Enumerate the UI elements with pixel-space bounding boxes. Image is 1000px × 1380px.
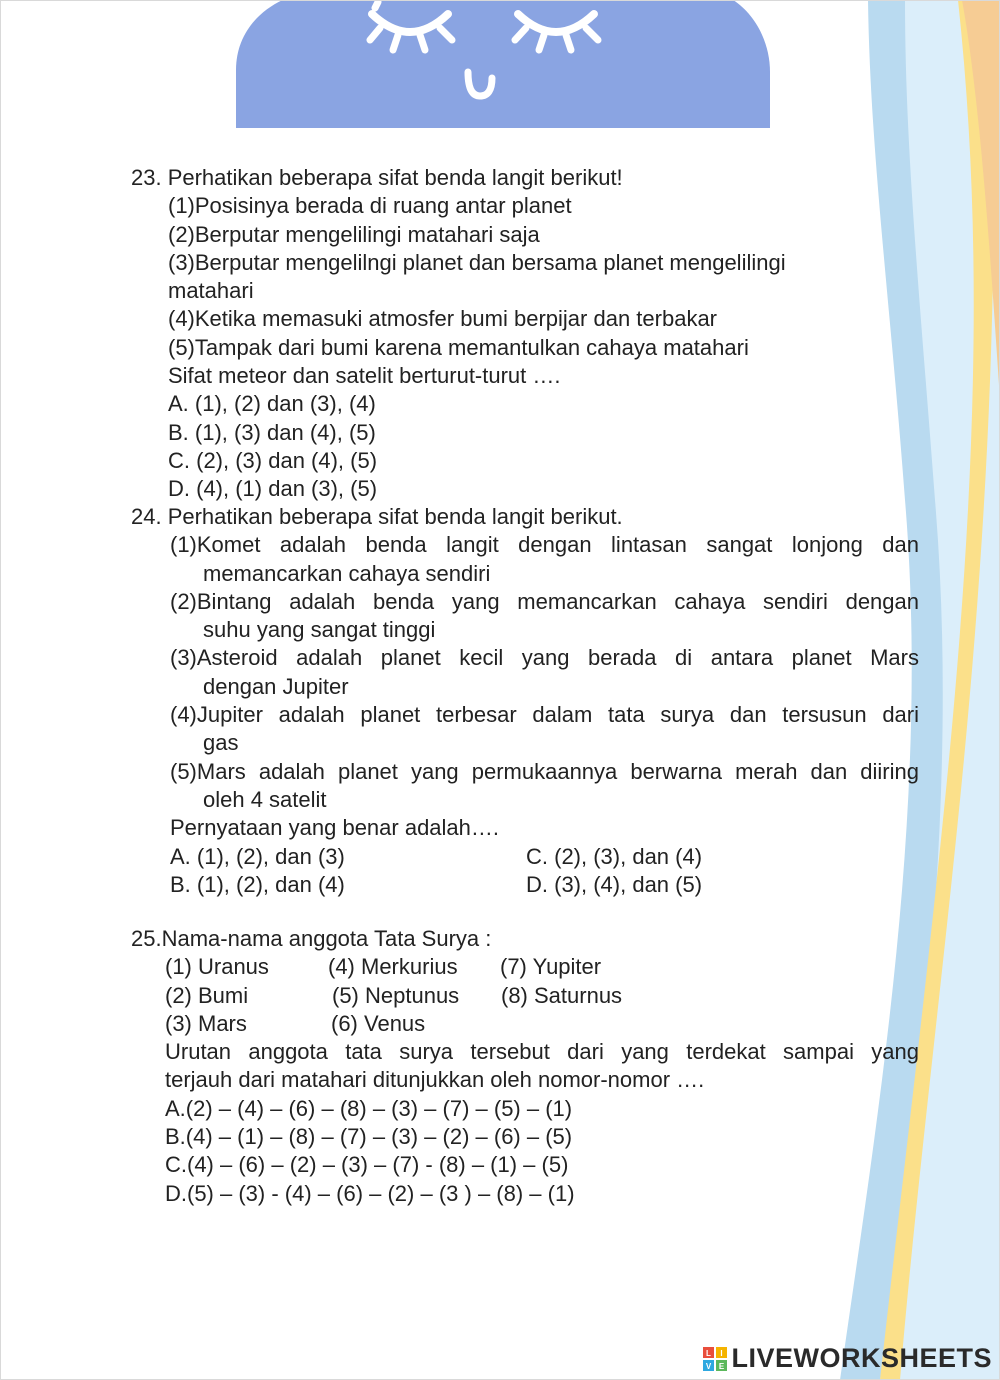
statement-item: (2)Bintang adalah benda yang memancarkan cahaya sendiri dengan <box>170 588 919 614</box>
answer-option-b[interactable]: B. (1), (2), dan (4) <box>170 871 345 897</box>
answer-option-c[interactable]: C. (2), (3), dan (4) <box>526 843 703 869</box>
statement-item-continued: gas <box>203 730 239 756</box>
svg-text:V: V <box>706 1361 712 1371</box>
answer-option-b[interactable]: B. (1), (3) dan (4), (5) <box>168 419 376 445</box>
planet-item: (5) Neptunus <box>332 982 460 1008</box>
answer-option-c[interactable]: C. (2), (3) dan (4), (5) <box>168 447 378 473</box>
svg-text:L: L <box>706 1348 712 1358</box>
answer-option-b[interactable]: B.(4) – (1) – (8) – (7) – (3) – (2) – (6) – (5) <box>165 1124 573 1150</box>
liveworksheets-logo-text: LIVEWORKSHEETS <box>731 1343 992 1373</box>
statement-item-continued: dengan Jupiter <box>203 673 349 699</box>
question-23 <box>131 164 871 504</box>
svg-text:I: I <box>720 1348 724 1358</box>
svg-text:E: E <box>719 1361 725 1371</box>
planet-list-row <box>165 953 919 981</box>
statement-item: (3)Berputar mengelilngi planet dan bersama planet mengelilingi <box>168 249 786 275</box>
answer-option-d[interactable]: D. (4), (1) dan (3), (5) <box>168 476 378 502</box>
planet-list-row <box>165 1010 919 1038</box>
planet-item: (1) Uranus <box>165 954 269 980</box>
answer-option-a[interactable]: A. (1), (2) dan (3), (4) <box>168 391 376 417</box>
statement-item: (4)Ketika memasuki atmosfer bumi berpijar dan terbakar <box>168 306 718 332</box>
options-row <box>170 843 919 871</box>
options-row <box>170 871 919 899</box>
statement-item: (3)Asteroid adalah planet kecil yang berada di antara planet Mars <box>170 645 919 671</box>
planet-list-row <box>165 982 919 1010</box>
statement-item: (2)Berputar mengelilingi matahari saja <box>168 221 540 247</box>
statement-item: matahari <box>168 278 254 304</box>
question-stem: 25.Nama-nama anggota Tata Surya : <box>131 926 492 951</box>
question-25 <box>131 925 919 1208</box>
answer-option-c[interactable]: C.(4) – (6) – (2) – (3) – (7) - (8) – (1) – (5) <box>165 1152 569 1178</box>
question-stem: 24. Perhatikan beberapa sifat benda langit berikut. <box>131 504 623 529</box>
question-24 <box>131 503 919 899</box>
answer-option-a[interactable]: A.(2) – (4) – (6) – (8) – (3) – (7) – (5) – (1) <box>165 1095 573 1121</box>
statement-item-continued: suhu yang sangat tinggi <box>203 617 436 643</box>
planet-item: (2) Bumi <box>165 982 249 1008</box>
planet-item: (7) Yupiter <box>500 954 602 980</box>
statement-item-continued: oleh 4 satelit <box>203 786 327 812</box>
question-prompt: Pernyataan yang benar adalah…. <box>170 815 500 841</box>
statement-item: (5)Tampak dari bumi karena memantulkan cahaya matahari <box>168 334 749 360</box>
liveworksheets-logo-icon <box>703 1347 727 1371</box>
liveworksheets-logo <box>703 1343 992 1374</box>
statement-item: (4)Jupiter adalah planet terbesar dalam tata surya dan tersusun dari <box>170 702 919 728</box>
planet-item: (6) Venus <box>331 1010 426 1036</box>
planet-item: (3) Mars <box>165 1010 247 1036</box>
question-prompt-continued: terjauh dari matahari ditunjukkan oleh nomor-nomor …. <box>165 1067 705 1093</box>
statement-item-continued: memancarkan cahaya sendiri <box>203 560 491 586</box>
answer-option-d[interactable]: D.(5) – (3) - (4) – (6) – (2) – (3 ) – (8) – (1) <box>165 1180 575 1206</box>
answer-option-a[interactable]: A. (1), (2), dan (3) <box>170 843 345 869</box>
question-stem: 23. Perhatikan beberapa sifat benda langit berikut! <box>131 165 623 190</box>
statement-item: (1)Komet adalah benda langit dengan lintasan sangat lonjong dan <box>170 532 919 558</box>
answer-option-d[interactable]: D. (3), (4), dan (5) <box>526 871 703 897</box>
question-prompt: Sifat meteor dan satelit berturut-turut …. <box>168 363 561 389</box>
question-prompt: Urutan anggota tata surya tersebut dari yang terdekat sampai yang <box>165 1039 919 1065</box>
planet-item: (8) Saturnus <box>501 982 623 1008</box>
planet-item: (4) Merkurius <box>328 954 458 980</box>
statement-item: (5)Mars adalah planet yang permukaannya berwarna merah dan diiring <box>170 758 919 784</box>
statement-item: (1)Posisinya berada di ruang antar planet <box>168 193 572 219</box>
